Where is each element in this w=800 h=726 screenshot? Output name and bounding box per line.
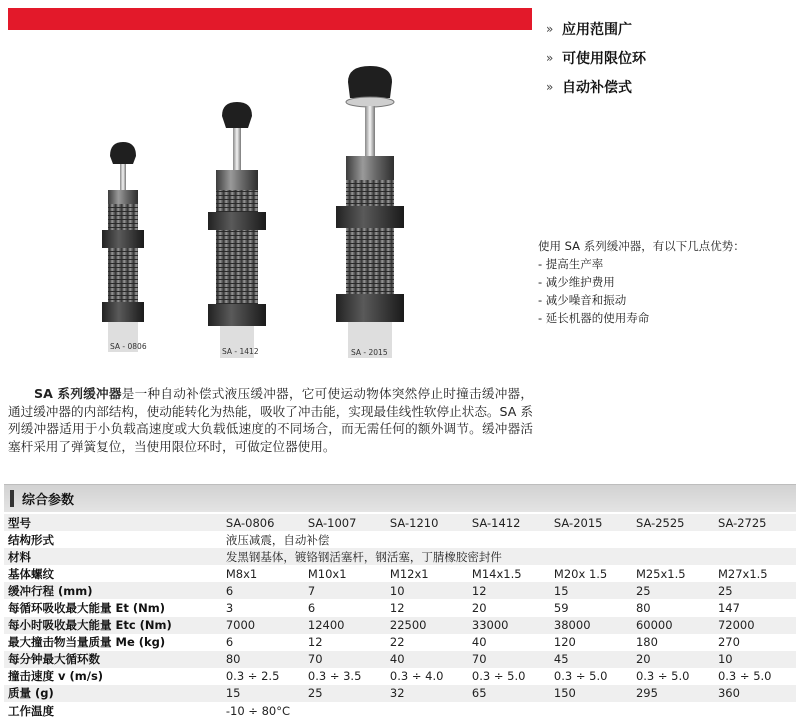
spec-value: 150 [550,685,632,702]
label-sa-1412: SA - 1412 [222,347,259,356]
spec-value: 360 [714,685,796,702]
feature-item [546,14,646,43]
spec-row [4,582,796,599]
spec-value: M25x1.5 [632,565,714,582]
spec-value: 120 [550,634,632,651]
spec-value: M12x1 [386,565,468,582]
spec-value: 147 [714,599,796,616]
spec-row [4,548,796,565]
spec-value: 40 [468,634,550,651]
spec-value: 25 [714,582,796,599]
spec-value: 发黑钢基体，镀铬钢活塞杆，钢活塞，丁腈橡胶密封件 [222,548,796,565]
spec-value: 7000 [222,617,304,634]
feature-label: 可使用限位环 [562,50,646,67]
label-sa-2015: SA - 2015 [351,348,388,357]
chevron-right-icon: » [546,79,554,94]
spec-value: SA-1210 [386,514,468,531]
spec-value: 15 [550,582,632,599]
spec-value: 80 [632,599,714,616]
spec-value: 270 [714,634,796,651]
spec-value: 0.3 ÷ 2.5 [222,668,304,685]
advantage-item: - 减少噪音和振动 [538,293,627,307]
spec-value: 0.3 ÷ 5.0 [714,668,796,685]
spec-label: 基体螺纹 [4,565,222,582]
feature-list [546,14,646,101]
spec-value: 32 [386,685,468,702]
shock-absorber-medium [208,102,266,358]
spec-label: 每分钟最大循环数 [4,651,222,668]
spec-value: 12 [468,582,550,599]
spec-value: 0.3 ÷ 5.0 [468,668,550,685]
spec-value: 65 [468,685,550,702]
spec-value: 12400 [304,617,386,634]
spec-row [4,668,796,685]
spec-value: 40 [386,651,468,668]
spec-label: 结构形式 [4,531,222,548]
spec-label: 质量 (g) [4,685,222,702]
spec-row [4,617,796,634]
spec-label: 撞击速度 v (m/s) [4,668,222,685]
spec-label: 每小时吸收最大能量 Etc (Nm) [4,617,222,634]
spec-value: 10 [386,582,468,599]
spec-value: 3 [222,599,304,616]
spec-value: SA-1007 [304,514,386,531]
specs-title: 综合参数 [22,493,75,508]
spec-value: 15 [222,685,304,702]
spec-value: 0.3 ÷ 5.0 [632,668,714,685]
spec-value: SA-2725 [714,514,796,531]
spec-row [4,702,796,719]
spec-value: 180 [632,634,714,651]
spec-value: 38000 [550,617,632,634]
spec-value: SA-2015 [550,514,632,531]
advantage-item: - 延长机器的使用寿命 [538,311,650,325]
product-photo [80,60,460,365]
chevron-right-icon: » [546,21,554,36]
section-marker [10,490,14,507]
spec-row [4,634,796,651]
description-paragraph [8,385,533,455]
spec-value: M27x1.5 [714,565,796,582]
spec-label: 每循环吸收最大能量 Et (Nm) [4,599,222,616]
spec-value: 25 [304,685,386,702]
advantages-list [538,255,745,327]
spec-value: 液压减震，自动补偿 [222,531,796,548]
spec-value: 20 [468,599,550,616]
shock-absorber-small [102,142,147,352]
spec-value: 7 [304,582,386,599]
spec-value: 22 [386,634,468,651]
spec-label: 缓冲行程 (mm) [4,582,222,599]
chevron-right-icon: » [546,50,554,65]
spec-value: 295 [632,685,714,702]
spec-row [4,514,796,531]
spec-value: 25 [632,582,714,599]
spec-label: 最大撞击物当量质量 Me (kg) [4,634,222,651]
spec-value: 70 [304,651,386,668]
specs-table [4,514,796,719]
feature-label: 应用范围广 [562,21,632,38]
spec-value: 80 [222,651,304,668]
spec-value: 12 [304,634,386,651]
spec-value: 6 [222,582,304,599]
spec-value: 6 [304,599,386,616]
spec-value: 10 [714,651,796,668]
spec-value: 60000 [632,617,714,634]
spec-value: 0.3 ÷ 3.5 [304,668,386,685]
spec-value: M8x1 [222,565,304,582]
spec-value: 59 [550,599,632,616]
spec-row [4,651,796,668]
spec-value: 72000 [714,617,796,634]
description-text: 是一种自动补偿式液压缓冲器，它可使运动物体突然停止时撞击缓冲器，通过缓冲器的内部结构，使动能转化为热能，吸收了冲击能，实现最佳线性软停止状态。SA 系列缓冲器适用于小负载高速度或大负载低速度的不同场合，而无需任何的额外调节。缓冲器活塞杆采用了弹簧复位，当使用限位环时，可做定位器使用。 [8,386,533,454]
spec-value: 6 [222,634,304,651]
red-header-bar [8,8,532,30]
spec-row [4,565,796,582]
spec-row [4,685,796,702]
feature-item [546,43,646,72]
specs-header [4,484,796,512]
advantage-item: - 提高生产率 [538,257,604,271]
spec-label: 工作温度 [4,702,222,719]
spec-value: 22500 [386,617,468,634]
spec-value: M20x 1.5 [550,565,632,582]
spec-label: 型号 [4,514,222,531]
advantages-intro: 使用 SA 系列缓冲器，有以下几点优势： [538,239,745,253]
spec-row [4,531,796,548]
advantages-block [538,237,745,327]
spec-value: SA-1412 [468,514,550,531]
spec-value: SA-2525 [632,514,714,531]
feature-item [546,72,646,101]
spec-value: M14x1.5 [468,565,550,582]
spec-value: SA-0806 [222,514,304,531]
shock-absorber-large [336,66,404,358]
spec-value: -10 ÷ 80°C [222,702,796,719]
spec-value: 45 [550,651,632,668]
spec-value: 0.3 ÷ 5.0 [550,668,632,685]
spec-value: 12 [386,599,468,616]
spec-value: 70 [468,651,550,668]
label-sa-0806: SA - 0806 [110,342,147,351]
spec-row [4,599,796,616]
spec-value: 20 [632,651,714,668]
spec-value: 33000 [468,617,550,634]
description-lead: SA 系列缓冲器 [34,386,122,401]
spec-value: M10x1 [304,565,386,582]
spec-label: 材料 [4,548,222,565]
spec-value: 0.3 ÷ 4.0 [386,668,468,685]
advantage-item: - 减少维护费用 [538,275,615,289]
feature-label: 自动补偿式 [562,79,632,96]
